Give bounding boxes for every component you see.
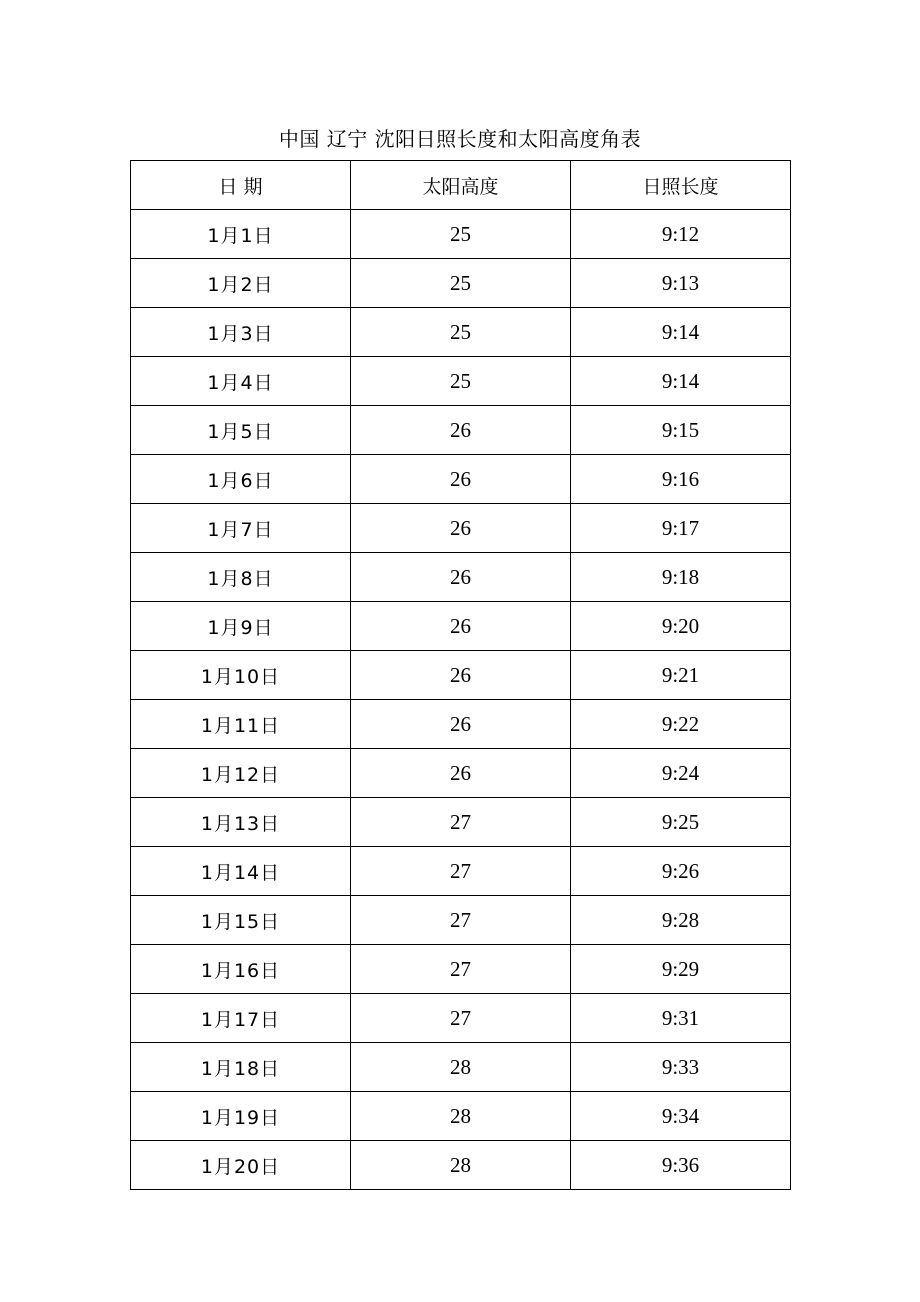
sun-altitude-cell: 27 [351,896,571,945]
sun-altitude-cell: 25 [351,308,571,357]
daylight-length-cell: 9:16 [571,455,791,504]
daylight-length-cell: 9:31 [571,994,791,1043]
sun-altitude-cell: 26 [351,553,571,602]
table-row [131,210,791,259]
sun-altitude-cell: 26 [351,455,571,504]
table-row [131,798,791,847]
date-cell: 1月9日 [131,602,351,651]
date-cell: 1月15日 [131,896,351,945]
header-daylight-length: 日照长度 [571,161,791,210]
sun-table [130,160,791,1190]
table-row [131,455,791,504]
date-cell: 1月10日 [131,651,351,700]
daylight-length-cell: 9:17 [571,504,791,553]
date-cell: 1月4日 [131,357,351,406]
daylight-length-cell: 9:33 [571,1043,791,1092]
table-body [131,210,791,1190]
date-cell: 1月12日 [131,749,351,798]
sun-altitude-cell: 27 [351,798,571,847]
table-row [131,1043,791,1092]
table-row [131,1092,791,1141]
daylight-length-cell: 9:28 [571,896,791,945]
sun-altitude-cell: 27 [351,945,571,994]
table-row [131,1141,791,1190]
date-cell: 1月17日 [131,994,351,1043]
table-row [131,406,791,455]
header-date: 日 期 [131,161,351,210]
daylight-length-cell: 9:29 [571,945,791,994]
table-header-row [131,161,791,210]
table-row [131,896,791,945]
table-row [131,700,791,749]
table-row [131,847,791,896]
document-title: 中国 辽宁 沈阳日照长度和太阳高度角表 [278,127,642,151]
table-row [131,259,791,308]
sun-altitude-cell: 25 [351,259,571,308]
date-cell: 1月11日 [131,700,351,749]
daylight-length-cell: 9:34 [571,1092,791,1141]
date-cell: 1月20日 [131,1141,351,1190]
header-sun-altitude: 太阳高度 [351,161,571,210]
date-cell: 1月6日 [131,455,351,504]
sun-altitude-cell: 27 [351,994,571,1043]
sun-altitude-cell: 26 [351,504,571,553]
table-row [131,504,791,553]
date-cell: 1月14日 [131,847,351,896]
daylight-length-cell: 9:22 [571,700,791,749]
sun-altitude-cell: 26 [351,749,571,798]
daylight-length-cell: 9:20 [571,602,791,651]
sun-altitude-cell: 26 [351,602,571,651]
date-cell: 1月18日 [131,1043,351,1092]
date-cell: 1月3日 [131,308,351,357]
table-row [131,994,791,1043]
daylight-length-cell: 9:14 [571,357,791,406]
sun-altitude-cell: 25 [351,210,571,259]
table-row [131,308,791,357]
table-row [131,553,791,602]
table-row [131,357,791,406]
table-row [131,945,791,994]
date-cell: 1月19日 [131,1092,351,1141]
date-cell: 1月7日 [131,504,351,553]
date-cell: 1月16日 [131,945,351,994]
daylight-length-cell: 9:25 [571,798,791,847]
date-cell: 1月2日 [131,259,351,308]
sun-altitude-cell: 27 [351,847,571,896]
daylight-length-cell: 9:15 [571,406,791,455]
sun-altitude-cell: 26 [351,406,571,455]
daylight-length-cell: 9:24 [571,749,791,798]
sun-altitude-cell: 28 [351,1092,571,1141]
table-row [131,602,791,651]
date-cell: 1月8日 [131,553,351,602]
daylight-length-cell: 9:14 [571,308,791,357]
daylight-length-cell: 9:36 [571,1141,791,1190]
sun-altitude-cell: 25 [351,357,571,406]
daylight-length-cell: 9:13 [571,259,791,308]
daylight-length-cell: 9:18 [571,553,791,602]
date-cell: 1月13日 [131,798,351,847]
sun-altitude-cell: 28 [351,1043,571,1092]
daylight-length-cell: 9:26 [571,847,791,896]
sun-altitude-cell: 26 [351,651,571,700]
table-row [131,651,791,700]
sun-altitude-cell: 28 [351,1141,571,1190]
daylight-length-cell: 9:21 [571,651,791,700]
daylight-length-cell: 9:12 [571,210,791,259]
date-cell: 1月5日 [131,406,351,455]
date-cell: 1月1日 [131,210,351,259]
table-row [131,749,791,798]
sun-altitude-cell: 26 [351,700,571,749]
